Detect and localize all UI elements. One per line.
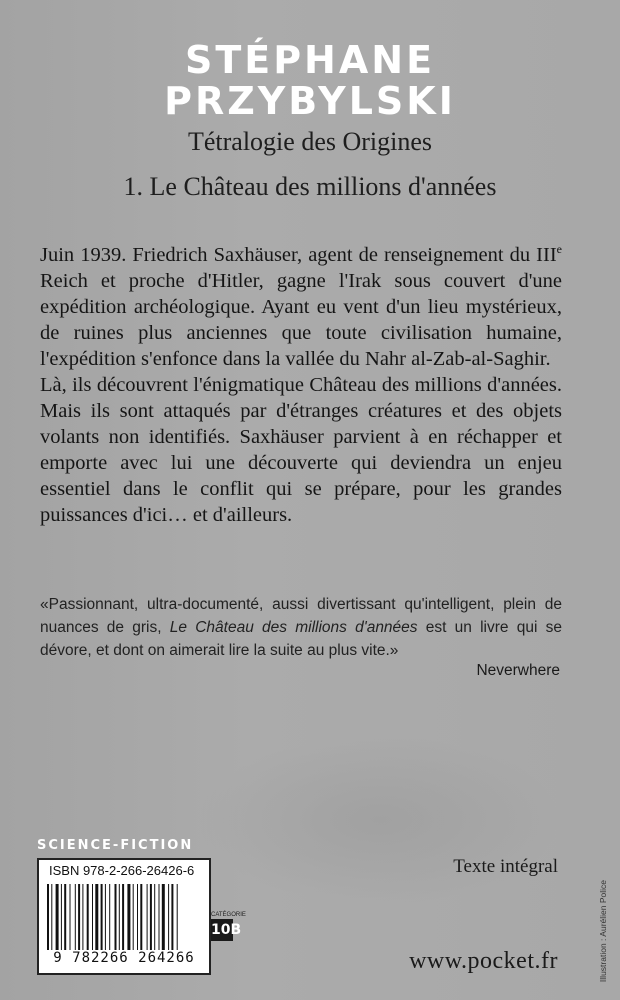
barcode-stripe (70, 884, 71, 950)
barcode-stripe (64, 884, 66, 950)
ean-number: 9 782266 264266 (53, 950, 195, 966)
barcode-stripe (177, 884, 178, 950)
volume-title: 1. Le Château des millions d'années (123, 172, 497, 201)
series-title: Tétralogie des Origines (187, 127, 433, 156)
barcode-stripe (56, 884, 59, 950)
barcode-stripe (137, 884, 138, 950)
barcode-stripe (150, 884, 152, 950)
barcode-panel (37, 858, 211, 975)
unabridged-label: Texte intégral (453, 856, 558, 877)
author-name-line1: STÉPHANE (184, 38, 436, 82)
genre-label: SCIENCE-FICTION (37, 838, 194, 853)
barcode-stripe (78, 884, 80, 950)
barcode-stripe (147, 884, 148, 950)
category-logo (211, 912, 246, 941)
barcode-stripe (95, 884, 98, 950)
superscript: e (556, 242, 562, 256)
quote-text: «Passionnant, ultra-documenté, aussi divertissant qu'intelligent, plein de nuances de gris, (40, 596, 562, 636)
barcode-stripe (159, 884, 160, 950)
blurb-paragraph-2: Là, ils découvrent l'énigmatique Château des millions d'années. Mais ils sont attaqués par d'étranges créatures et des objets volants non identifiés. Saxhäuser parvient à en réchapper et emporte avec lui une découverte qui deviendra un enjeu essentiel dans le conflit qui se prépare, pour les grandes puissances d'ici… et d'ailleurs. (40, 373, 562, 526)
barcode-stripe (92, 884, 93, 950)
barcode-stripe (171, 884, 173, 950)
barcode-stripe (115, 884, 117, 950)
quote-book-title: Le Château des millions d'années (169, 619, 418, 636)
barcode-stripe (105, 884, 106, 950)
category-code: 10B (211, 919, 233, 941)
publisher-website: www.pocket.fr (409, 948, 558, 974)
barcode-stripe (168, 884, 169, 950)
barcode-stripe (51, 884, 52, 950)
barcode-stripe (119, 884, 120, 950)
blurb-text: Juin 1939. Friedrich Saxhäuser, agent de renseignement du III (40, 243, 557, 266)
quote-text: est un livre qui se dévore, et dont on aimerait lire la suite au plus vite.» (40, 619, 563, 659)
category-label: CATÉGORIE (211, 912, 246, 918)
barcode-stripe (122, 884, 124, 950)
barcode-icon (45, 884, 203, 950)
barcode-stripe (87, 884, 89, 950)
blurb-text: Reich et proche d'Hitler, gagne l'Irak sous couvert d'une expédition archéologique. Ayant eu vent d'un lieu mystérieux, de ruines plus anciennes que toute civilisation humaine, l'expédition s'enfonce dans la vallée du Nahr al-Zab-al-Saghir. (40, 269, 562, 370)
barcode-stripe (82, 884, 83, 950)
barcode-stripe (109, 884, 110, 950)
barcode-stripe (101, 884, 103, 950)
barcode-stripe (140, 884, 142, 950)
quote-source: Neverwhere (476, 662, 560, 679)
isbn-text: ISBN 978-2-266-26426-6 (49, 863, 195, 878)
back-cover-blurb (40, 236, 562, 528)
barcode-stripe (61, 884, 62, 950)
barcode-stripe (47, 884, 49, 950)
barcode-stripe (75, 884, 76, 950)
illustration-credit: Illustration : Aurélien Police (598, 880, 608, 983)
blurb-paragraph-1 (40, 236, 562, 372)
barcode-stripe (127, 884, 130, 950)
author-name-line2: PRZYBYLSKI (164, 79, 456, 123)
press-quote (40, 593, 562, 662)
barcode-stripe (133, 884, 134, 950)
barcode-stripe (162, 884, 165, 950)
barcode-stripe (154, 884, 155, 950)
